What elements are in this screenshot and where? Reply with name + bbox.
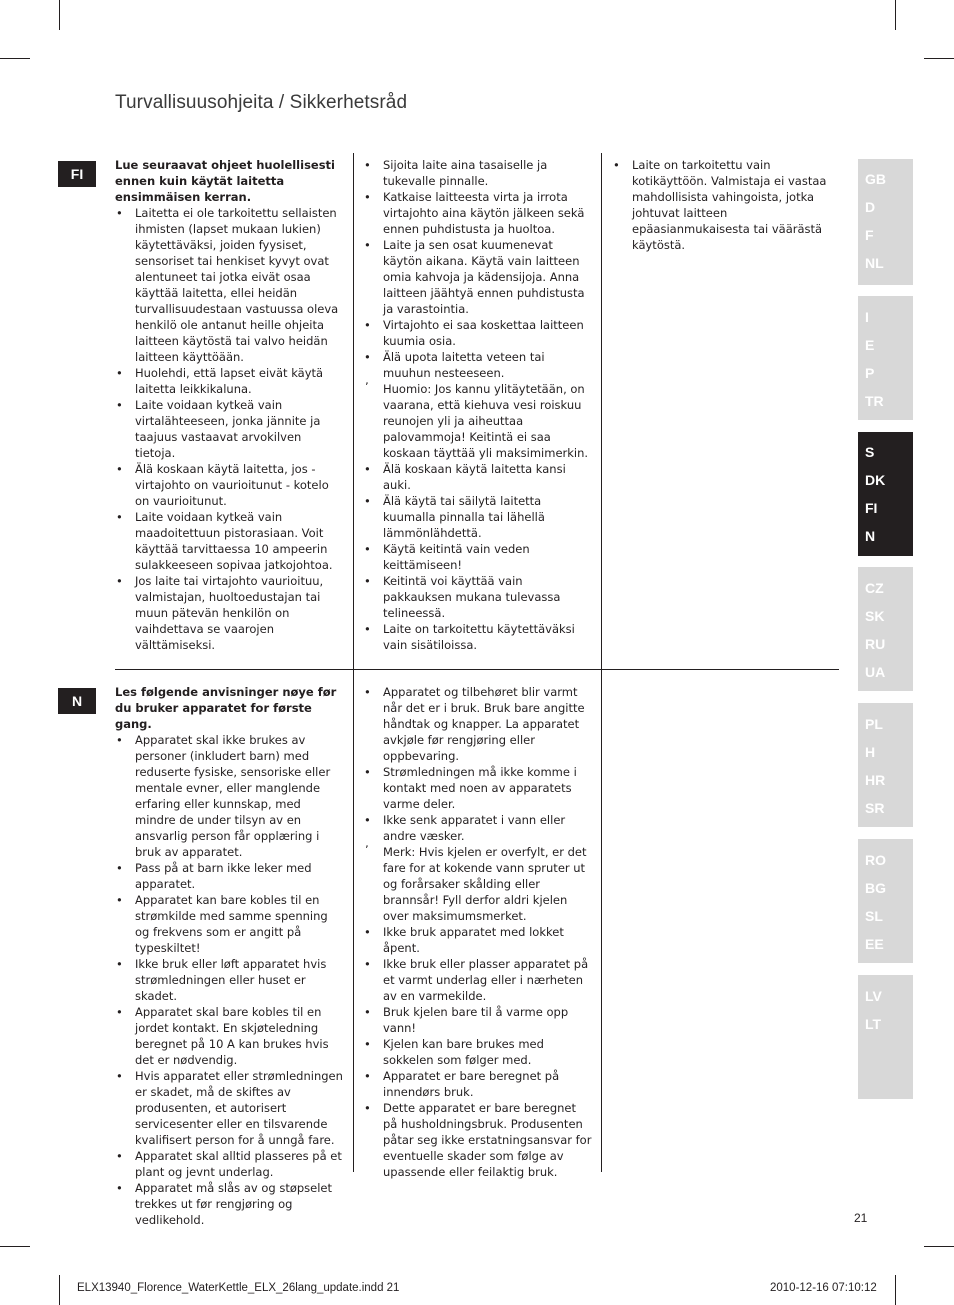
list-item: • Laite voidaan kytkeä vain virtalähteeseen, jonka jännite ja taajuus vastaavat arvokilven tietoja. xyxy=(115,397,345,461)
language-tab-i[interactable]: I xyxy=(865,309,869,325)
language-tab-group xyxy=(858,159,913,285)
column-divider xyxy=(601,153,602,669)
warning-item: ʼ Merk: Hvis kjelen er overfylt, er det fare for at kokende vann spruter ut og forårsaker skålding eller brannsår! Fyll derfor aldri kjelen over maksimumsmerket. xyxy=(363,844,593,924)
language-tab-nl[interactable]: NL xyxy=(865,255,884,271)
list-item: • Älä koskaan käytä laitetta kansi auki. xyxy=(363,461,593,493)
language-tab-ua[interactable]: UA xyxy=(865,664,886,680)
language-tab-hr[interactable]: HR xyxy=(865,772,886,788)
section-divider xyxy=(115,669,839,670)
crop-mark xyxy=(0,58,30,59)
n-column-2 xyxy=(363,684,593,1180)
language-tab-lv[interactable]: LV xyxy=(865,988,882,1004)
language-tab-tr[interactable]: TR xyxy=(865,393,884,409)
list-item: • Laite voidaan kytkeä vain maadoitettuun pistorasiaan. Voit käyttää tarvittaessa 10 ampeerin sulakkeeseen sopivaa jatkojohtoa. xyxy=(115,509,345,573)
language-tab-group xyxy=(858,567,913,691)
crop-mark xyxy=(59,0,60,30)
footer-filename: ELX13940_Florence_WaterKettle_ELX_26lang_update.indd 21 xyxy=(77,1282,400,1294)
list-item: • Laitetta ei ole tarkoitettu sellaisten ihmisten (lapset mukaan lukien) käytettäväksi, joiden fyysiset, sensoriset tai henkiset kyvyt ovat alentuneet tai jotka eivät osaa käyttää laitetta, ellei heidän turvallisuudestaan vastuussa oleva henkilö ole antanut heille ohjeita laitteen käytöstä tai valvo heidän laitteen käyttöään. xyxy=(115,205,345,365)
list-item: • Apparatet skal ikke brukes av personer (inkludert barn) med reduserte fysiske, sensoriske eller mentale evner, eller manglende erfaring eller kunnskap, med mindre de under tilsyn av en ansvarlig person får opplæring i bruk av apparatet. xyxy=(115,732,345,860)
lang-badge-n: N xyxy=(58,688,96,714)
n-column-1 xyxy=(115,684,345,1228)
list-item: • Laite on tarkoitettu vain kotikäyttöön. Valmistaja ei vastaa mahdollisista vahingoista, jotka johtuvat laitteen epäasianmukaisesta tai väärästä käytöstä. xyxy=(612,157,842,253)
language-tab-s[interactable]: S xyxy=(865,444,875,460)
list-item: • Apparatet og tilbehøret blir varmt når det er i bruk. Bruk bare angitte håndtak og knapper. La apparatet avkjøle før rengjøring eller oppbevaring. xyxy=(363,684,593,764)
list-item: • Apparatet kan bare kobles til en strømkilde med samme spenning og frekvens som er angitt på typeskiltet! xyxy=(115,892,345,956)
fi-column-2 xyxy=(363,157,593,653)
language-tab-h[interactable]: H xyxy=(865,744,876,760)
language-tab-f[interactable]: F xyxy=(865,227,874,243)
language-tab-sr[interactable]: SR xyxy=(865,800,885,816)
language-tab-dk[interactable]: DK xyxy=(865,472,886,488)
list-item: • Bruk kjelen bare til å varme opp vann! xyxy=(363,1004,593,1036)
language-tab-ro[interactable]: RO xyxy=(865,852,886,868)
list-item: • Sijoita laite aina tasaiselle ja tukevalle pinnalle. xyxy=(363,157,593,189)
language-tab-group xyxy=(858,703,913,827)
n-intro: Les følgende anvisninger nøye før du bruker apparatet for første gang. xyxy=(115,685,337,731)
list-item: • Jos laite tai virtajohto vaurioituu, valmistajan, huoltoedustajan tai muun pätevän henkilön on vaihdettava se vaarojen välttämiseksi. xyxy=(115,573,345,653)
language-tab-fi[interactable]: FI xyxy=(865,500,878,516)
crop-mark xyxy=(895,1275,896,1305)
list-item: • Älä upota laitetta veteen tai muuhun nesteeseen. xyxy=(363,349,593,381)
fi-intro: Lue seuraavat ohjeet huolellisesti ennen kuin käytät laitetta ensimmäisen kerran. xyxy=(115,158,335,204)
list-item: • Huolehdi, että lapset eivät käytä laitetta leikkikaluna. xyxy=(115,365,345,397)
language-tab-gb[interactable]: GB xyxy=(865,171,886,187)
crop-mark xyxy=(924,58,954,59)
language-tab-p[interactable]: P xyxy=(865,365,875,381)
list-item: • Strømledningen må ikke komme i kontakt med noen av apparatets varme deler. xyxy=(363,764,593,812)
list-item: • Virtajohto ei saa koskettaa laitteen kuumia osia. xyxy=(363,317,593,349)
list-item: • Käytä keitintä vain veden keittämiseen! xyxy=(363,541,593,573)
list-item: • Ikke bruk eller løft apparatet hvis strømledningen eller huset er skadet. xyxy=(115,956,345,1004)
page-number: 21 xyxy=(854,1211,868,1225)
language-tab-e[interactable]: E xyxy=(865,337,875,353)
list-item: • Apparatet skal alltid plasseres på et plant og jevnt underlag. xyxy=(115,1148,345,1180)
list-item: • Ikke bruk apparatet med lokket åpent. xyxy=(363,924,593,956)
list-item: • Dette apparatet er bare beregnet på husholdningsbruk. Produsenten påtar seg ikke erstatningsansvar for eventuelle skader som følge av upassende eller feilaktig bruk. xyxy=(363,1100,593,1180)
list-item: • Apparatet skal bare kobles til en jordet kontakt. En skjøteledning beregnet på 10 A kan brukes hvis det er nødvendig. xyxy=(115,1004,345,1068)
list-item: • Apparatet må slås av og støpselet trekkes ut før rengjøring og vedlikehold. xyxy=(115,1180,345,1228)
language-tab-lt[interactable]: LT xyxy=(865,1016,882,1032)
language-tab-group xyxy=(858,839,913,963)
page-title: Turvallisuusohjeita / Sikkerhetsråd xyxy=(115,92,408,113)
language-tab-sk[interactable]: SK xyxy=(865,608,885,624)
column-divider xyxy=(353,670,354,1172)
language-tab-pl[interactable]: PL xyxy=(865,716,883,732)
language-tab-ee[interactable]: EE xyxy=(865,936,884,952)
language-tab-group-active xyxy=(858,432,913,556)
footer-timestamp: 2010-12-16 07:10:12 xyxy=(770,1282,877,1294)
list-item: • Kjelen kan bare brukes med sokkelen som følger med. xyxy=(363,1036,593,1068)
list-item: • Hvis apparatet eller strømledningen er skadet, må de skiftes av produsenten, et autorisert servicesenter eller en tilsvarende kvalifisert person for å unngå fare. xyxy=(115,1068,345,1148)
list-item: • Laite ja sen osat kuumenevat käytön aikana. Käytä vain laitteen omia kahvoja ja kädensijoja. Anna laitteen jäähtyä ennen puhdistusta ja varastointia. xyxy=(363,237,593,317)
fi-column-1 xyxy=(115,157,345,653)
crop-mark xyxy=(0,1246,30,1247)
column-divider xyxy=(601,670,602,1172)
crop-mark xyxy=(895,0,896,30)
language-tab-group xyxy=(858,975,913,1099)
column-divider xyxy=(353,153,354,669)
list-item: • Ikke bruk eller plasser apparatet på et varmt underlag eller i nærheten av en varmekilde. xyxy=(363,956,593,1004)
list-item: • Ikke senk apparatet i vann eller andre væsker. xyxy=(363,812,593,844)
list-item: • Pass på at barn ikke leker med apparatet. xyxy=(115,860,345,892)
language-tab-bg[interactable]: BG xyxy=(865,880,886,896)
crop-mark xyxy=(924,1246,954,1247)
language-tab-sl[interactable]: SL xyxy=(865,908,883,924)
list-item: • Apparatet er bare beregnet på innendørs bruk. xyxy=(363,1068,593,1100)
language-tab-n[interactable]: N xyxy=(865,528,876,544)
warning-item: ʼ Huomio: Jos kannu ylitäytetään, on vaarana, että kiehuva vesi roiskuu reunojen yli ja aiheuttaa palovammoja! Keitintä ei saa koskaan täyttää yli maksimimerkin. xyxy=(363,381,593,461)
list-item: • Laite on tarkoitettu käytettäväksi vain sisätiloissa. xyxy=(363,621,593,653)
language-tab-group xyxy=(858,296,913,420)
lang-badge-fi: FI xyxy=(58,161,96,187)
language-tab-d[interactable]: D xyxy=(865,199,876,215)
list-item: • Älä käytä tai säilytä laitetta kuumalla pinnalla tai lähellä lämmönlähdettä. xyxy=(363,493,593,541)
crop-mark xyxy=(59,1275,60,1305)
list-item: • Älä koskaan käytä laitetta, jos -virtajohto on vaurioitunut - kotelo on vaurioitunut. xyxy=(115,461,345,509)
list-item: • Keitintä voi käyttää vain pakkauksen mukana tulevassa telineessä. xyxy=(363,573,593,621)
fi-column-3 xyxy=(612,157,842,253)
language-tab-cz[interactable]: CZ xyxy=(865,580,884,596)
list-item: • Katkaise laitteesta virta ja irrota virtajohto aina käytön jälkeen sekä ennen puhdistusta ja huoltoa. xyxy=(363,189,593,237)
language-tab-ru[interactable]: RU xyxy=(865,636,886,652)
